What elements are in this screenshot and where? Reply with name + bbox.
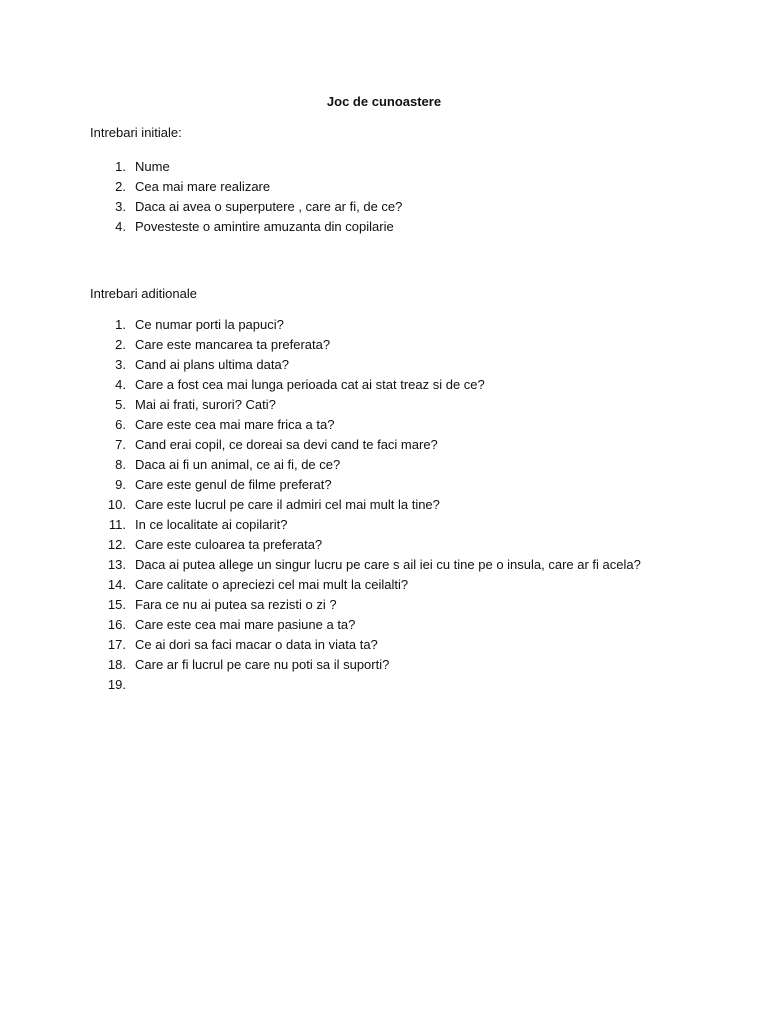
list-item-text: Care este genul de filme preferat? bbox=[135, 477, 332, 492]
list-item bbox=[90, 435, 641, 455]
list-item-number: 7. bbox=[115, 437, 126, 452]
list-item bbox=[90, 375, 641, 395]
list-item-text: Cand ai plans ultima data? bbox=[135, 357, 289, 372]
list-item-text: Daca ai avea o superputere , care ar fi, de ce? bbox=[135, 199, 403, 214]
list-item bbox=[90, 595, 641, 615]
list-item-number: 9. bbox=[115, 477, 126, 492]
list-item bbox=[90, 475, 641, 495]
list-item-text: Care ar fi lucrul pe care nu poti sa il suporti? bbox=[135, 657, 390, 672]
list-item-text: Care este cea mai mare frica a ta? bbox=[135, 417, 335, 432]
list-item-number: 8. bbox=[115, 457, 126, 472]
list-item-number: 15. bbox=[107, 597, 126, 612]
list-item-number: 5. bbox=[115, 397, 126, 412]
list-item-number: 3. bbox=[115, 199, 126, 214]
section-heading-additional: Intrebari aditionale bbox=[90, 286, 197, 301]
list-item-number: 2. bbox=[115, 179, 126, 194]
list-item bbox=[90, 197, 402, 217]
list-item bbox=[90, 635, 641, 655]
list-item bbox=[90, 575, 641, 595]
list-item-text: Ce numar porti la papuci? bbox=[135, 317, 284, 332]
list-item bbox=[90, 555, 641, 575]
list-item-number: 13. bbox=[107, 557, 126, 572]
list-item-text: Care este mancarea ta preferata? bbox=[135, 337, 331, 352]
list-item bbox=[90, 217, 402, 237]
list-item-text: Care calitate o apreciezi cel mai mult la ceilalti? bbox=[135, 577, 409, 592]
list-item-text: Nume bbox=[135, 159, 170, 174]
list-item bbox=[90, 335, 641, 355]
document-title: Joc de cunoastere bbox=[326, 94, 442, 109]
list-item bbox=[90, 655, 641, 675]
list-item-text: Cand erai copil, ce doreai sa devi cand te faci mare? bbox=[135, 437, 438, 452]
initial-questions-list bbox=[90, 157, 402, 237]
list-item-text: Daca ai putea allege un singur lucru pe care s ail iei cu tine pe o insula, care ar fi acela? bbox=[135, 557, 641, 572]
list-item bbox=[90, 675, 641, 695]
list-item bbox=[90, 315, 641, 335]
list-item bbox=[90, 615, 641, 635]
list-item-text: Ce ai dori sa faci macar o data in viata ta? bbox=[135, 637, 378, 652]
list-item-number: 4. bbox=[115, 377, 126, 392]
list-item-number: 11. bbox=[108, 517, 126, 532]
list-item bbox=[90, 495, 641, 515]
list-item-number: 17. bbox=[107, 637, 126, 652]
list-item-text: Care este cea mai mare pasiune a ta? bbox=[135, 617, 356, 632]
list-item bbox=[90, 415, 641, 435]
list-item-text: Care este culoarea ta preferata? bbox=[135, 537, 323, 552]
list-item-number: 2. bbox=[115, 337, 126, 352]
list-item-number: 1. bbox=[115, 159, 126, 174]
list-item-text: Mai ai frati, surori? Cati? bbox=[135, 397, 276, 412]
list-item-text: Fara ce nu ai putea sa rezisti o zi ? bbox=[135, 597, 337, 612]
list-item bbox=[90, 157, 402, 177]
list-item-text: Daca ai fi un animal, ce ai fi, de ce? bbox=[135, 457, 341, 472]
list-item-text: Care este lucrul pe care il admiri cel mai mult la tine? bbox=[135, 497, 440, 512]
list-item bbox=[90, 455, 641, 475]
list-item-number: 4. bbox=[115, 219, 126, 234]
list-item-number: 10. bbox=[107, 497, 126, 512]
list-item-number: 18. bbox=[107, 657, 126, 672]
list-item bbox=[90, 535, 641, 555]
list-item bbox=[90, 395, 641, 415]
list-item-number: 6. bbox=[115, 417, 126, 432]
list-item-text: Care a fost cea mai lunga perioada cat ai stat treaz si de ce? bbox=[135, 377, 485, 392]
list-item-number: 3. bbox=[115, 357, 126, 372]
additional-questions-list bbox=[90, 315, 641, 695]
section-heading-initial: Intrebari initiale: bbox=[90, 125, 182, 140]
list-item bbox=[90, 515, 641, 535]
list-item bbox=[90, 355, 641, 375]
list-item bbox=[90, 177, 402, 197]
list-item-number: 12. bbox=[107, 537, 126, 552]
list-item-number: 1. bbox=[115, 317, 126, 332]
list-item-number: 16. bbox=[107, 617, 126, 632]
list-item-number: 19. bbox=[107, 677, 126, 692]
list-item-text: Cea mai mare realizare bbox=[135, 179, 271, 194]
list-item-number: 14. bbox=[107, 577, 126, 592]
list-item-text: In ce localitate ai copilarit? bbox=[135, 517, 288, 532]
list-item-text: Povesteste o amintire amuzanta din copilarie bbox=[135, 219, 394, 234]
